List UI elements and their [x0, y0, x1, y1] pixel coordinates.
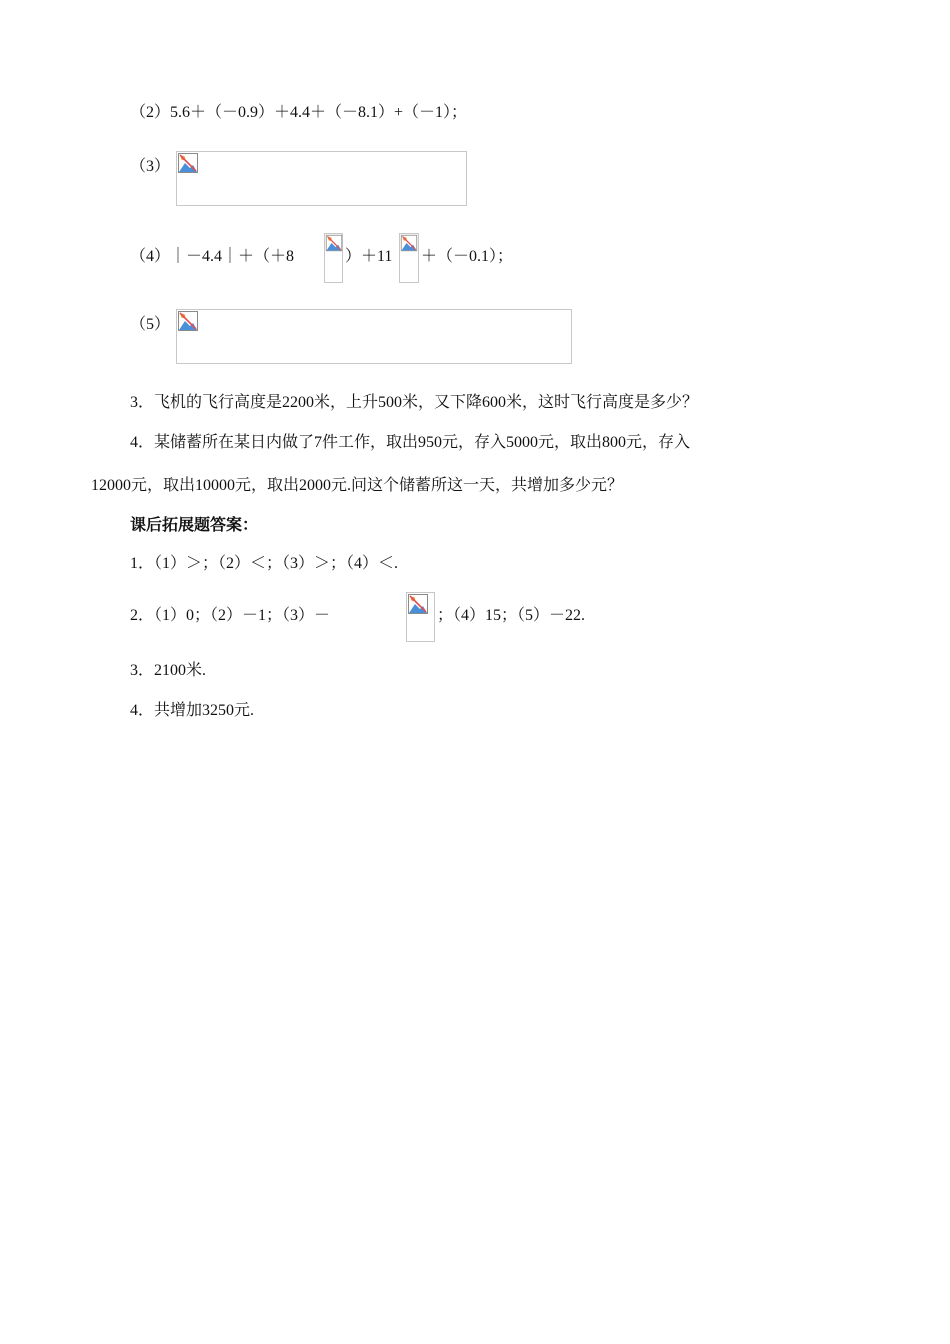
fraction-image-4b [399, 233, 419, 283]
formula-image-5 [176, 309, 572, 364]
exercise-4-part-b: ）＋11 [345, 248, 393, 265]
question-4-line-1: 4．某储蓄所在某日内做了7件工作，取出950元，存入5000元，取出800元，存入 [130, 434, 691, 451]
answers-heading: 课后拓展题答案： [130, 517, 259, 534]
broken-image-icon [325, 234, 343, 252]
exercise-4-part-a: （4）｜－4.4｜＋（＋8 [130, 248, 295, 265]
exercise-5-label: （5） [130, 316, 171, 333]
answer-2-part-b: ；（4）15；（5）－22. [437, 607, 586, 624]
exercise-2: （2）5.6＋（－0.9）＋4.4＋（－8.1）+（－1）； [130, 104, 468, 121]
formula-image-3 [176, 151, 467, 206]
fraction-image-answer-2 [406, 592, 435, 642]
broken-image-icon [177, 310, 199, 332]
answer-2-part-a: 2．（1）0；（2）－1；（3）－ [130, 607, 331, 624]
question-4-line-2: 12000元，取出10000元，取出2000元.问这个储蓄所这一天，共增加多少元？ [91, 477, 624, 494]
fraction-image-4a [324, 233, 343, 283]
answer-1: 1．（1）＞；（2）＜；（3）＞；（4）＜. [130, 555, 399, 572]
answer-3: 3．2100米. [130, 662, 207, 679]
exercise-4-part-c: ＋（－0.1）； [421, 248, 514, 265]
exercise-3-label: （3） [130, 158, 171, 175]
broken-image-icon [400, 234, 418, 252]
broken-image-icon [177, 152, 199, 174]
answer-4: 4．共增加3250元. [130, 702, 255, 719]
question-3: 3．飞机的飞行高度是2200米，上升500米，又下降600米，这时飞行高度是多少？ [130, 394, 699, 411]
broken-image-icon [407, 593, 429, 615]
